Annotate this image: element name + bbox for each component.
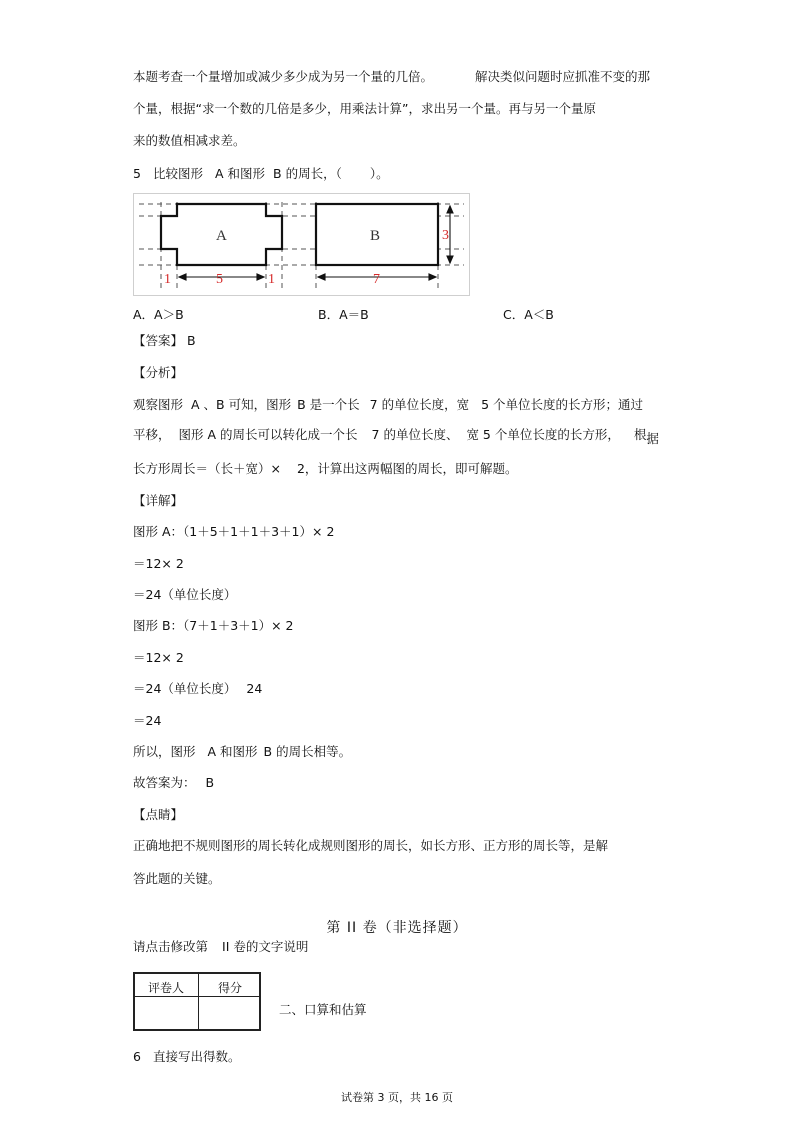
analysis-line-2 bbox=[133, 427, 659, 446]
analysis-text: A 、B 可知，图形 bbox=[191, 397, 292, 412]
detail-b2: ＝12× 2 bbox=[133, 650, 184, 665]
page-footer: 试卷第 3 页，共 16 页 bbox=[341, 1091, 453, 1104]
question-text: 比较图形 bbox=[152, 166, 203, 181]
comment-line-2: 答此题的关键。 bbox=[133, 871, 221, 886]
shape-b-label: B bbox=[370, 228, 381, 244]
comment-line-1: 正确地把不规则图形的周长转化成规则图形的周长，如长方形、正方形的周长等，是解 bbox=[133, 838, 609, 853]
question-text: 和图形 bbox=[227, 166, 266, 181]
section-heading: 二、口算和估算 bbox=[279, 1002, 367, 1017]
table-divider bbox=[135, 996, 259, 997]
question-text: A bbox=[214, 166, 224, 181]
analysis-text: 5 个单位长度的长方形；通过 bbox=[481, 397, 644, 412]
analysis-text: 根 bbox=[633, 427, 647, 442]
figure-svg bbox=[134, 194, 469, 295]
detail-text: 24 bbox=[246, 681, 263, 696]
dim-label-right-1: 1 bbox=[268, 272, 275, 287]
detail-a2: ＝12× 2 bbox=[133, 556, 184, 571]
detail-b4: ＝24 bbox=[133, 713, 162, 728]
analysis-text: 据 bbox=[646, 431, 659, 446]
intro-line-3: 来的数值相减求差。 bbox=[133, 133, 246, 148]
section-title: 第 II 卷（非选择题） bbox=[326, 920, 468, 936]
question-text: 的周长，（ bbox=[285, 166, 342, 181]
instruction-text: II 卷的文字说明 bbox=[222, 939, 309, 954]
shape-a-label: A bbox=[216, 228, 227, 244]
question-text: 直接写出得数。 bbox=[152, 1049, 241, 1064]
option-b: B．A＝B bbox=[318, 307, 369, 322]
analysis-text: 宽 5 个单位长度的长方形， bbox=[466, 427, 620, 442]
detail-tag: 【详解】 bbox=[133, 493, 184, 508]
detail-text: A 和图形 bbox=[207, 744, 258, 759]
analysis-text: 平移， bbox=[133, 427, 171, 442]
analysis-tag: 【分析】 bbox=[133, 365, 184, 380]
comment-tag: 【点睛】 bbox=[133, 807, 184, 822]
detail-b1: 图形 B：（7＋1＋3＋1）× 2 bbox=[133, 618, 294, 633]
detail-a3: ＝24（单位长度） bbox=[133, 587, 237, 602]
option-c: C．A＜B bbox=[503, 307, 554, 322]
analysis-line-1 bbox=[133, 397, 643, 413]
answer-line bbox=[133, 333, 196, 349]
instruction-text: 请点击修改第 bbox=[133, 939, 209, 954]
detail-text: 所以，图形 bbox=[133, 744, 196, 759]
intro-text: 本题考查一个量增加或减少多少成为另一个量的几倍。 bbox=[133, 69, 434, 84]
question-number: 5 bbox=[133, 166, 141, 181]
analysis-text: B 是一个长 bbox=[297, 397, 360, 412]
analysis-text: 长方形周长＝（长＋宽）× bbox=[133, 461, 281, 476]
question-5 bbox=[133, 166, 389, 182]
intro-text: 解决类似问题时应抓准不变的那 bbox=[475, 69, 651, 84]
detail-conclusion bbox=[133, 744, 351, 760]
analysis-text: 图形 A 的周长可以转化成一个长 bbox=[178, 427, 358, 442]
dim-label-left-1: 1 bbox=[164, 272, 171, 287]
analysis-line-3 bbox=[133, 461, 517, 477]
table-header-score: 得分 bbox=[217, 981, 242, 995]
analysis-text: 7 的单位长度、 bbox=[371, 427, 459, 442]
dim-label-5: 5 bbox=[216, 272, 223, 287]
analysis-text: 7 的单位长度，宽 bbox=[369, 397, 470, 412]
question-text: B bbox=[273, 166, 282, 181]
dim-label-7: 7 bbox=[373, 272, 380, 287]
section-instruction bbox=[133, 939, 308, 955]
option-a: A．A＞B bbox=[133, 307, 184, 322]
detail-text: 故答案为： bbox=[133, 775, 196, 790]
detail-b3 bbox=[133, 681, 262, 697]
question-text: ）。 bbox=[369, 166, 389, 181]
question-6 bbox=[133, 1049, 240, 1065]
analysis-text: 2，计算出这两幅图的周长，即可解题。 bbox=[296, 461, 518, 476]
answer-tag: 【答案】 bbox=[133, 333, 184, 348]
perimeter-figure bbox=[133, 193, 470, 296]
dim-label-3: 3 bbox=[442, 228, 449, 243]
question-number: 6 bbox=[133, 1049, 141, 1064]
intro-line-2: 个量，根据“求一个数的几倍是多少，用乘法计算”，求出另一个量。再与另一个量原 bbox=[133, 101, 596, 116]
detail-a1: 图形 A：（1＋5＋1＋1＋3＋1）× 2 bbox=[133, 524, 335, 539]
answer-value: B bbox=[187, 333, 196, 348]
detail-final bbox=[133, 775, 214, 791]
detail-text: B 的周长相等。 bbox=[263, 744, 352, 759]
score-table bbox=[133, 972, 261, 1031]
table-header-grader: 评卷人 bbox=[147, 981, 184, 995]
detail-text: B bbox=[205, 775, 215, 790]
detail-text: ＝24（单位长度） bbox=[133, 681, 237, 696]
analysis-text: 观察图形 bbox=[133, 397, 184, 412]
intro-line-1 bbox=[133, 69, 650, 85]
